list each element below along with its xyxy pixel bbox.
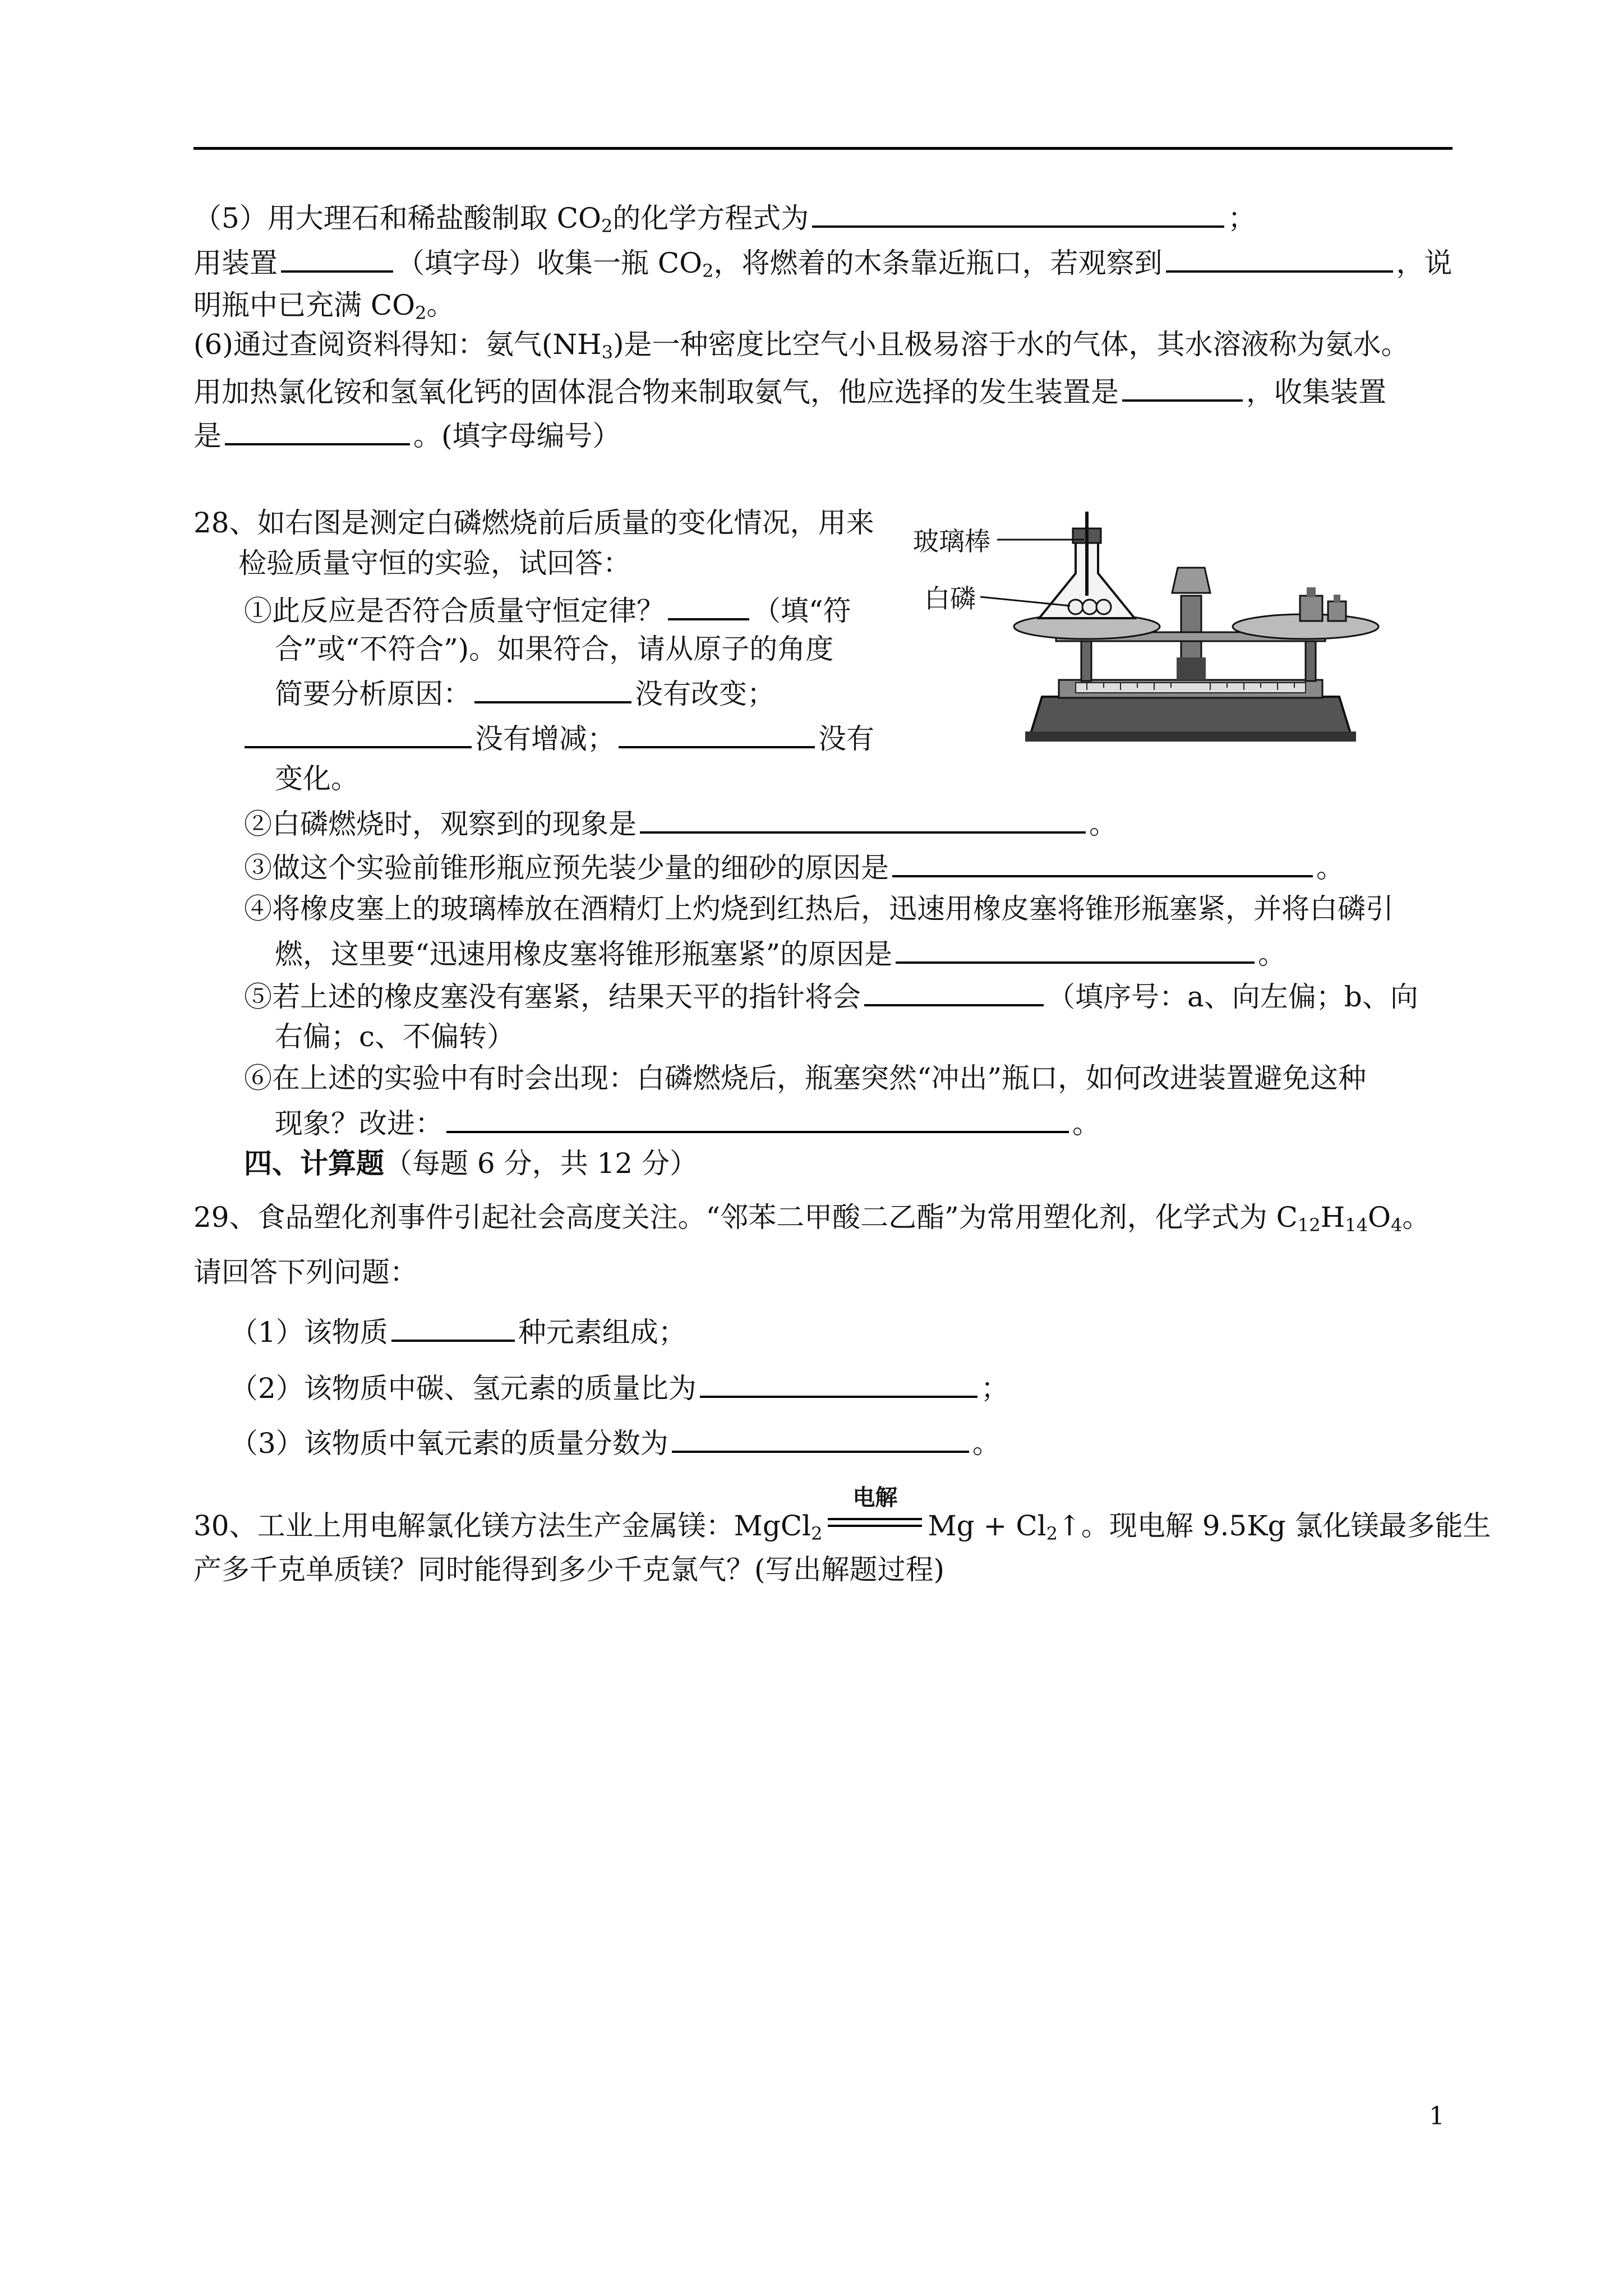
q28-line-5: 简要分析原因： 没有改变； (275, 673, 775, 712)
answer-blank[interactable] (672, 1423, 969, 1453)
answer-blank[interactable] (619, 718, 815, 748)
q28-line-6: 没有增减； 没有 (241, 718, 874, 757)
q28-line-9: ③做这个实验前锥形瓶应预先装少量的细砂的原因是 。 (244, 847, 1344, 886)
q28-line-15: 现象？改进： 。 (275, 1103, 1100, 1142)
q29-line-1: 29、食品塑化剂事件引起社会高度关注。“邻苯二甲酸二乙酯”为常用塑化剂，化学式为 $C_{12}H_{14}O_4$。 (193, 1201, 1431, 1236)
section-4-heading: 四、计算题（每题 6 分，共 12 分） (244, 1147, 698, 1180)
q29-line-4: （2）该物质中碳、氢元素的质量比为 ； (230, 1368, 1009, 1406)
q28-line-1: 28、如右图是测定白磷燃烧前后质量的变化情况，用来 (193, 507, 874, 539)
q28-line-13: 右偏；c、不偏转） (275, 1020, 515, 1053)
q28-line-7: 变化。 (275, 762, 359, 795)
q27-6-line-3: 是 。(填字母编号） (193, 415, 621, 454)
answer-blank[interactable] (812, 197, 1224, 228)
q28-line-11: 燃，这里要“迅速用橡皮塞将锥形瓶塞紧”的原因是 。 (275, 933, 1286, 972)
q27-6-line-1: (6)通过查阅资料得知：氨气$(NH_3)$是一种密度比空气小且极易溶于水的气体，其水溶液称为氨水。 (193, 328, 1409, 363)
answer-blank[interactable] (640, 803, 1086, 834)
q30-line-1: 30、工业上用电解氯化镁方法生产金属镁：MgCl$_2$ 电解 $Mg + Cl_2↑$。现电解 9.5Kg 氯化镁最多能生 (193, 1485, 1491, 1544)
answer-blank[interactable] (1166, 242, 1393, 273)
page-number: 1 (1429, 2102, 1445, 2131)
q28-line-14: ⑥在上述的实验中有时会出现：白磷燃烧后，瓶塞突然“冲出”瓶口，如何改进装置避免这种 (244, 1062, 1367, 1094)
answer-blank[interactable] (896, 933, 1255, 964)
answer-blank[interactable] (474, 673, 631, 703)
q28-line-8: ②白磷燃烧时，观察到的现象是 。 (244, 803, 1117, 842)
answer-blank[interactable] (281, 242, 393, 273)
q28-line-2: 检验质量守恒的实验，试回答： (238, 547, 631, 579)
balance-figure (913, 512, 1463, 753)
answer-blank[interactable] (446, 1103, 1069, 1133)
q28-line-3: ①此反应是否符合质量守恒定律？ （填“符 (244, 590, 851, 629)
q27-5-line-3: 明瓶中已充满 $CO_2$。 (193, 289, 455, 324)
answer-blank[interactable] (225, 415, 410, 445)
answer-blank[interactable] (864, 976, 1044, 1006)
q27-5-line-2: 用装置 （填字母）收集一瓶 $CO_2$，将燃着的木条靠近瓶口，若观察到 ，说 (193, 242, 1453, 281)
q29-line-3: （1）该物质 种元素组成； (230, 1312, 686, 1350)
answer-blank[interactable] (245, 718, 472, 748)
q27-6-line-2: 用加热氯化铵和氢氧化钙的固体混合物来制取氨气，他应选择的发生装置是 ，收集装置 (193, 371, 1386, 410)
answer-blank[interactable] (892, 847, 1313, 877)
q30-line-2: 产多千克单质镁？同时能得到多少千克氯气？(写出解题过程) (193, 1553, 945, 1586)
q28-line-10: ④将橡皮塞上的玻璃棒放在酒精灯上灼烧到红热后，迅速用橡皮塞将锥形瓶塞紧，并将白磷引 (244, 892, 1394, 925)
q28-line-12: ⑤若上述的橡皮塞没有塞紧，结果天平的指针将会 （填序号：a、向左偏；b、向 (244, 976, 1418, 1015)
q29-line-2: 请回答下列问题： (193, 1256, 418, 1289)
answer-blank[interactable] (700, 1368, 978, 1398)
header-rule (193, 147, 1453, 150)
q28-line-4: 合”或“不符合”)。如果符合，请从原子的角度 (275, 633, 834, 665)
q27-5-line-1: （5）用大理石和稀盐酸制取 $CO_2$的化学方程式为 ； (193, 197, 1256, 236)
label-white-phosphorus: 白磷 (924, 583, 976, 614)
answer-blank[interactable] (1122, 371, 1243, 402)
answer-blank[interactable] (391, 1312, 515, 1342)
q29-line-5: （3）该物质中氧元素的质量分数为 。 (230, 1423, 1000, 1461)
label-glass-rod: 玻璃棒 (913, 526, 990, 556)
balance-illustration (913, 512, 1463, 753)
answer-blank[interactable] (668, 590, 749, 620)
reaction-condition-arrow: 电解 (824, 1508, 925, 1544)
